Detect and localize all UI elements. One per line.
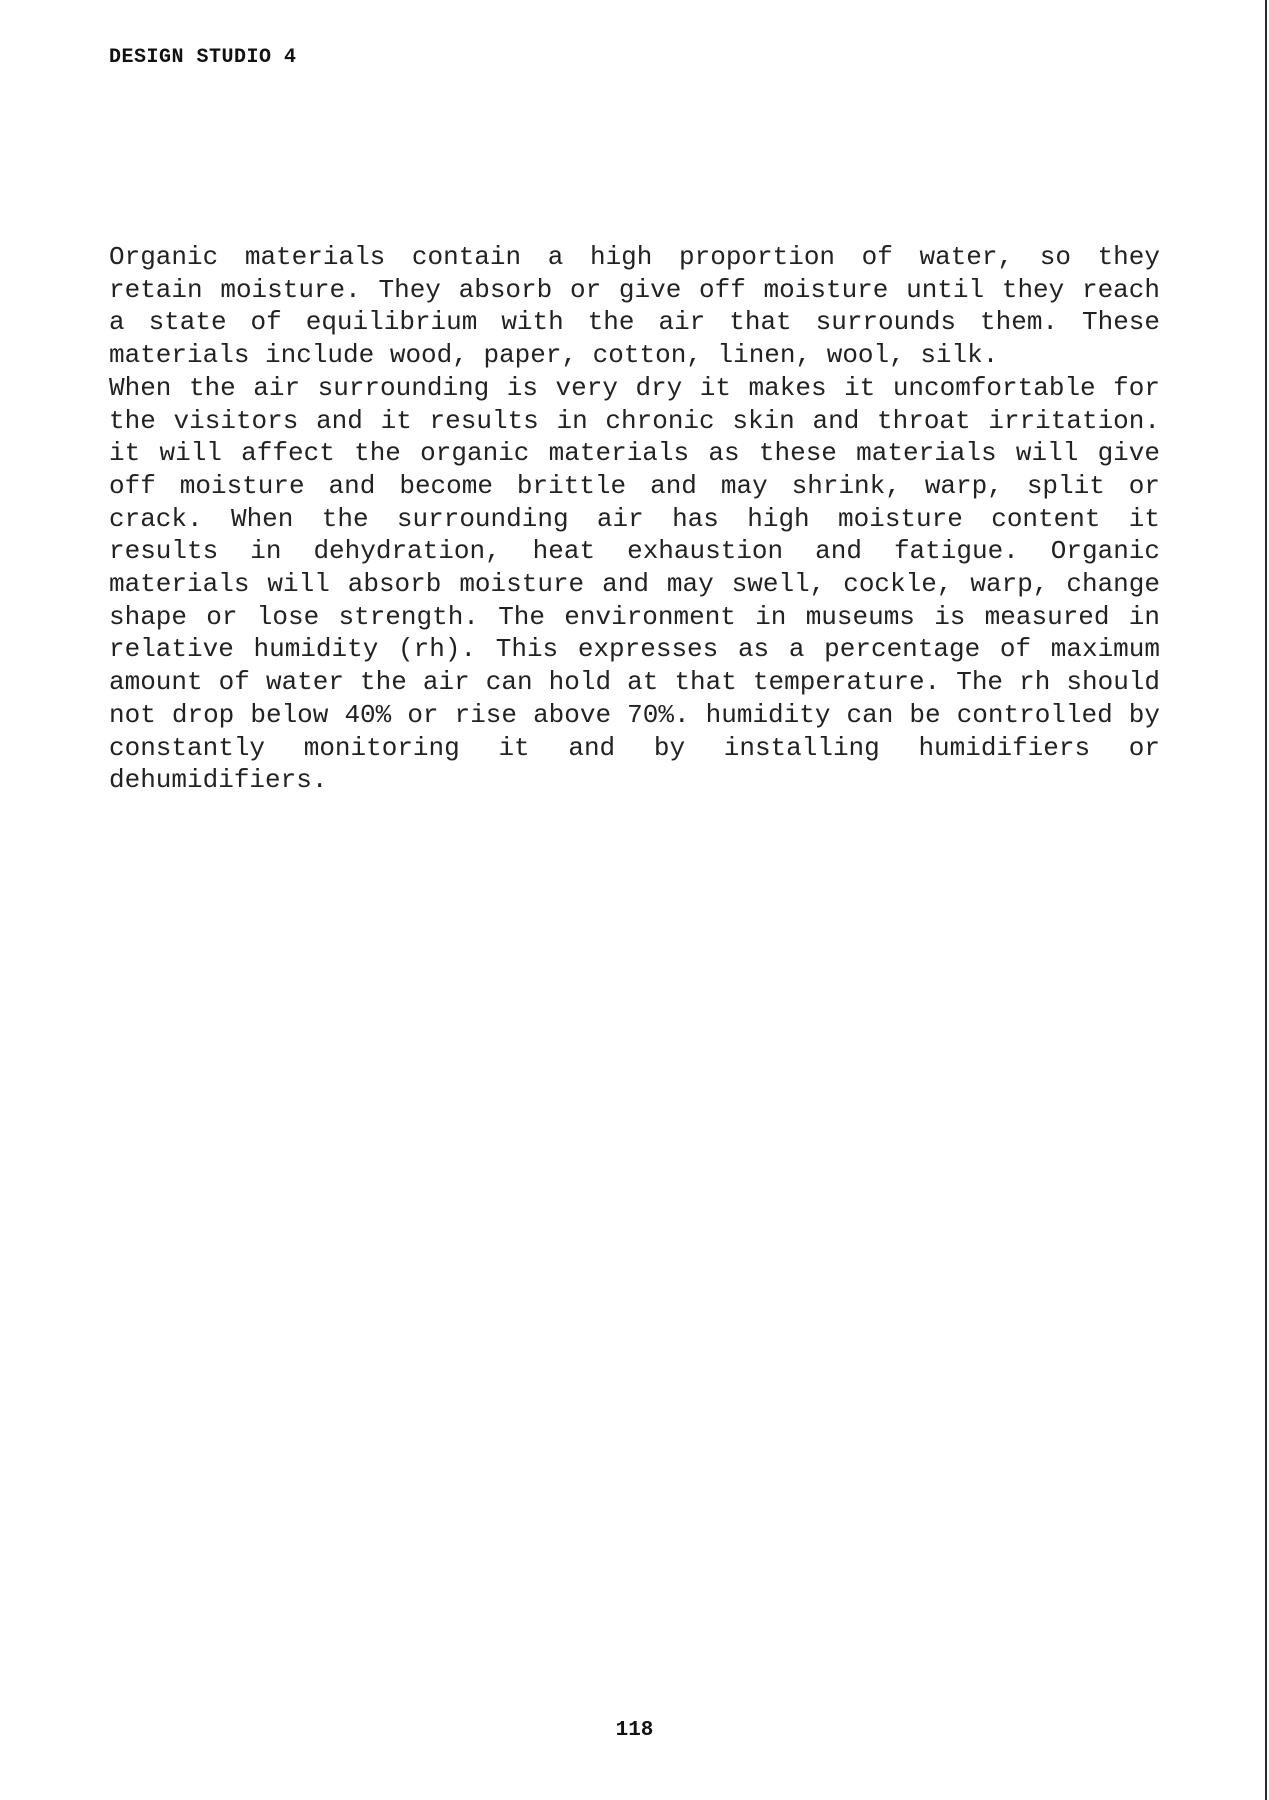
page-number: 118: [615, 1719, 654, 1742]
page-header-title: DESIGN STUDIO 4: [109, 46, 297, 69]
page-border-line: [1265, 0, 1267, 1800]
paragraph-organic-materials: Organic materials contain a high proportion of water, so they retain moisture. They absorb or give off moisture until they reach a state of equilibrium with the air that surrounds them. These materials include wood, paper, cotton, linen, wool, silk.: [109, 242, 1160, 371]
body-text: [109, 241, 1160, 797]
paragraph-humidity-effects: When the air surrounding is very dry it makes it uncomfortable for the visitors and it results in chronic skin and throat irritation. it will affect the organic materials as these materials will give off moisture and become brittle and may shrink, warp, split or crack. When the surrounding air has high moisture content it results in dehydration, heat exhaustion and fatigue. Organic materials will absorb moisture and may swell, cockle, warp, change shape or lose strength. The environment in museums is measured in relative humidity (rh). This expresses as a percentage of maximum amount of water the air can hold at that temperature. The rh should not drop below 40% or rise above 70%. humidity can be controlled by constantly monitoring it and by installing humidifiers or dehumidifiers.: [109, 372, 1160, 796]
